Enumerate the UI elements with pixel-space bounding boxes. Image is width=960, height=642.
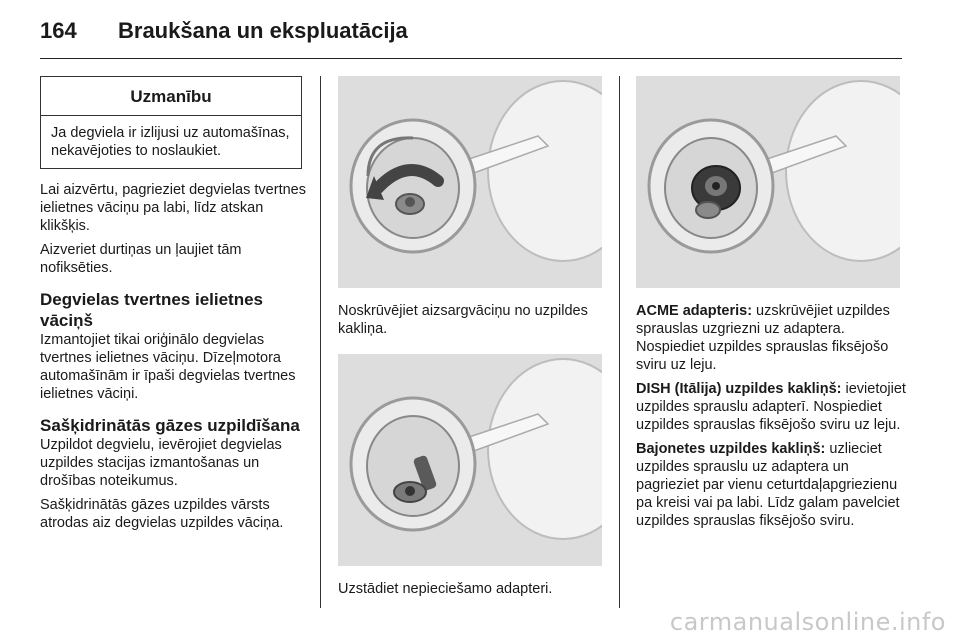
warning-text: Ja degviela ir izlijusi uz automašīnas, nekavējoties to noslaukiet. xyxy=(51,125,290,159)
page-number: 164 xyxy=(40,18,77,43)
lpg-text-2: Sašķidrinātās gāzes uzpildes vārsts atrodas aiz degvielas uzpildes vāciņa. xyxy=(40,497,284,531)
figure-install-adapter xyxy=(338,354,602,566)
section-heading-fuel-cap: Degvielas tvertnes ielietnes vāciņš xyxy=(40,290,264,330)
column-divider-1 xyxy=(320,76,321,608)
figure-acme-adapter xyxy=(636,76,900,288)
column-divider-2 xyxy=(619,76,620,608)
acme-description: uzskrūvējiet uzpildes sprauslas uzgriezni uz adaptera. Nospiediet uzpildes sprauslas fiksējošo sviru uz leju. xyxy=(636,303,890,373)
column-middle xyxy=(338,76,604,598)
chapter-title: Braukšana un ekspluatācija xyxy=(118,18,408,43)
section-heading-lpg: Sašķidrinātās gāzes uzpildīšana xyxy=(40,416,300,435)
column-right xyxy=(636,76,908,530)
lpg-text-1: Uzpildot degvielu, ievērojiet degvielas uzpildes stacijas izmantošanas un drošības noteikumus. xyxy=(40,437,282,489)
figure-unscrew-cap xyxy=(338,76,602,288)
warning-title: Uzmanību xyxy=(41,77,301,116)
close-instruction: Lai aizvērtu, pagrieziet degvielas tvertnes ielietnes vāciņu pa labi, līdz atskan klikšķis. xyxy=(40,182,306,234)
page-header xyxy=(40,14,902,59)
bayonet-adapter-text xyxy=(636,440,908,530)
column-left xyxy=(40,76,308,532)
acme-label: ACME adapteris: xyxy=(636,303,753,319)
caption-unscrew: Noskrūvējiet aizsargvāciņu no uzpildes kakliņa. xyxy=(338,303,588,337)
bayonet-label: Bajonetes uzpildes kakliņš: xyxy=(636,441,826,457)
door-instruction: Aizveriet durtiņas un ļaujiet tām nofiksēties. xyxy=(40,242,242,276)
watermark: carmanualsonline.info xyxy=(669,608,946,636)
caption-adapter: Uzstādiet nepieciešamo adapteri. xyxy=(338,581,553,597)
acme-adapter-text xyxy=(636,302,908,374)
dish-description: ievietojiet uzpildes sprauslu adapterī. Nospiediet uzpildes sprauslas fiksējošo sviru uz leju. xyxy=(636,381,906,433)
dish-adapter-text xyxy=(636,380,908,434)
warning-box xyxy=(40,76,302,169)
bayonet-description: uzlieciet uzpildes sprauslu uz adaptera un pagrieziet par vienu ceturtdaļapgriezienu pa kreisi vai pa labi. Līdz galam pavelciet uzpildes sprauslas fiksējošo sviru. xyxy=(636,441,900,529)
fuel-cap-text: Izmantojiet tikai oriģinālo degvielas tvertnes ielietnes vāciņu. Dīzeļmotora automašīnām ir īpaši degvielas tvertnes ielietnes vāciņi. xyxy=(40,332,296,402)
dish-label: DISH (Itālija) uzpildes kakliņš: xyxy=(636,381,842,397)
